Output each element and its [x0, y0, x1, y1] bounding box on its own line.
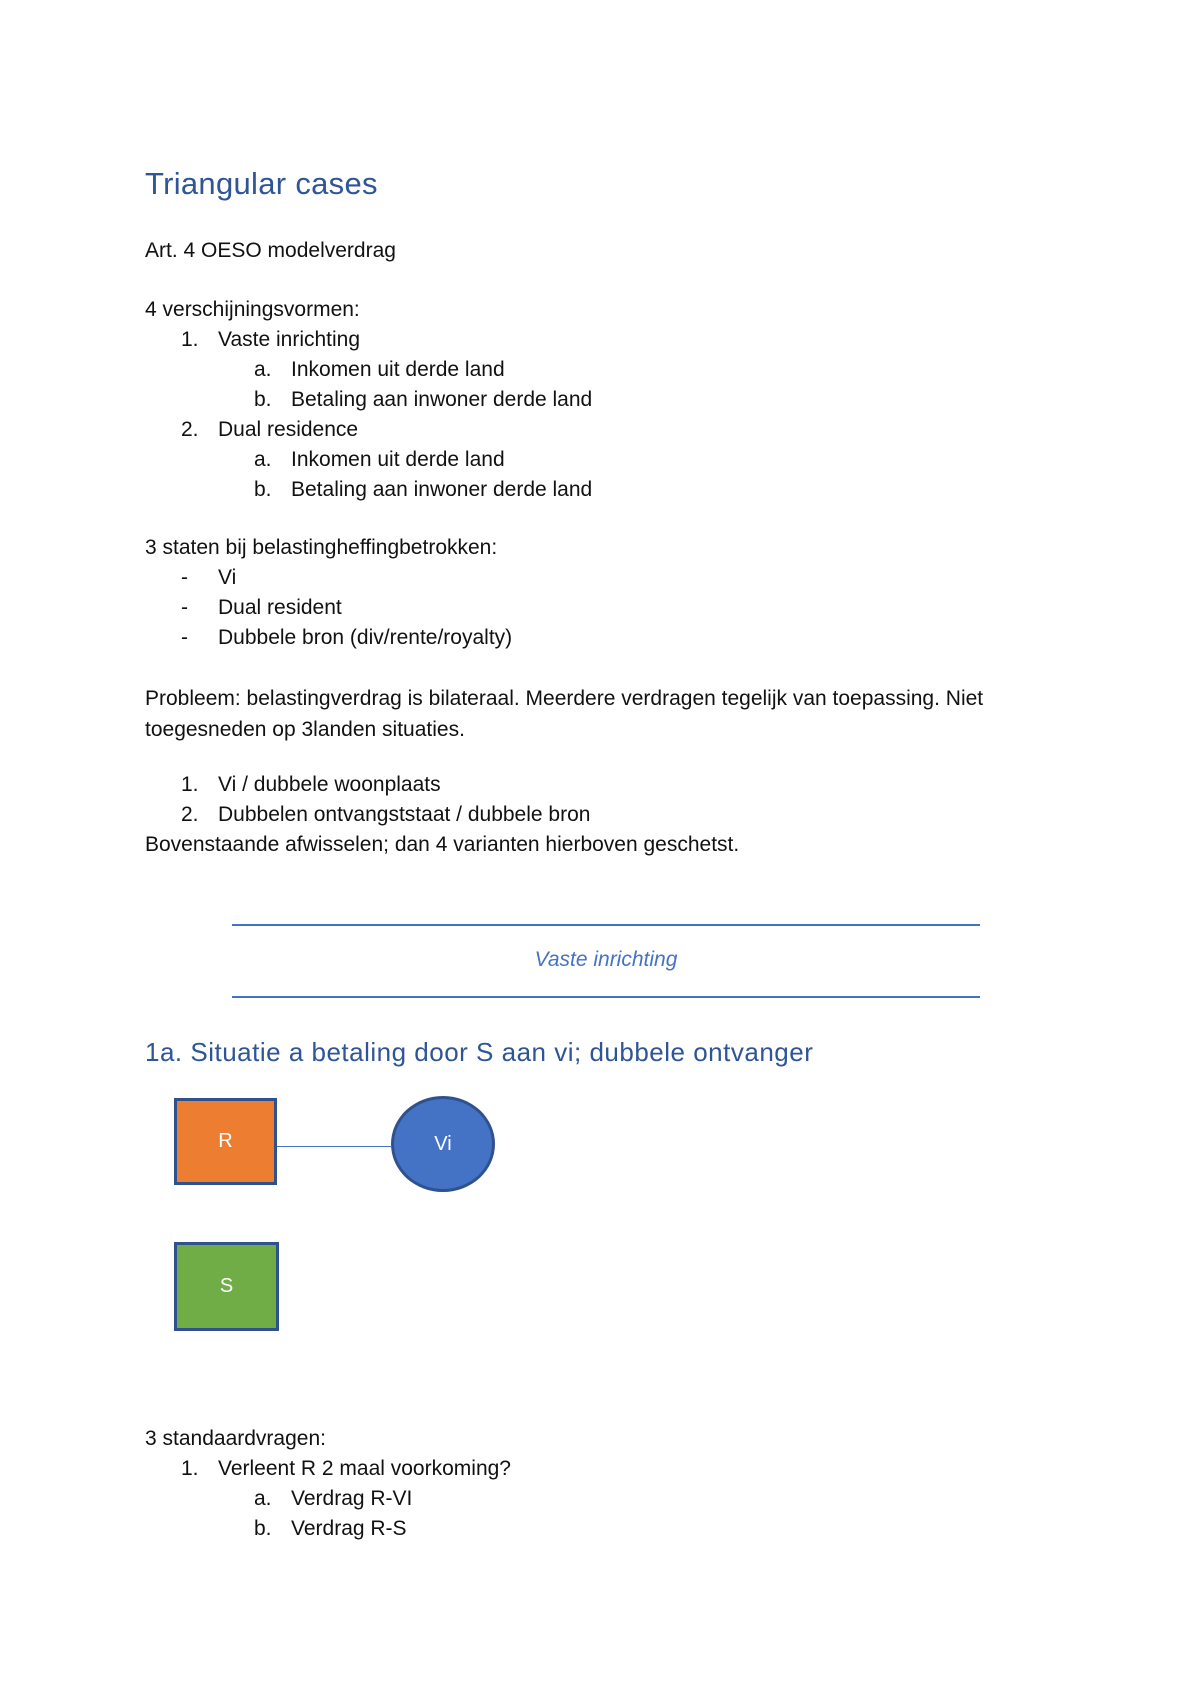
- list-marker: b.: [254, 1517, 272, 1540]
- variants-list: [145, 770, 590, 830]
- list-item: [145, 355, 592, 385]
- list-item-label: Dubbele bron (div/rente/royalty): [218, 626, 513, 649]
- list-marker: a.: [254, 358, 272, 381]
- questions-list: [145, 1454, 511, 1544]
- list-item: [145, 1454, 511, 1484]
- list-item-label: Dual resident: [218, 596, 342, 619]
- list-item: [145, 415, 592, 445]
- section-divider-top: [232, 924, 980, 926]
- list-marker: -: [181, 626, 188, 649]
- list-marker: -: [181, 566, 188, 589]
- list-marker: b.: [254, 478, 272, 501]
- list-marker: a.: [254, 448, 272, 471]
- list-marker: 2.: [181, 418, 199, 441]
- list-item-label: Vi: [218, 566, 237, 589]
- problem-text: Probleem: belastingverdrag is bilateraal. Meerdere verdragen tegelijk van toepassing. Niet toegesneden op 3landen situaties.: [145, 687, 984, 741]
- vi-circle: [391, 1096, 495, 1192]
- list-item: [145, 770, 590, 800]
- list-marker: 1.: [181, 1457, 199, 1480]
- states-list: [145, 563, 512, 653]
- list-marker: -: [181, 596, 188, 619]
- list-marker: 1.: [181, 328, 199, 351]
- list-marker: 2.: [181, 803, 199, 826]
- forms-list: [145, 325, 592, 505]
- list-marker: a.: [254, 1487, 272, 1510]
- list-item: [145, 325, 592, 355]
- list-item-label: Betaling aan inwoner derde land: [291, 388, 593, 411]
- list-marker: 1.: [181, 773, 199, 796]
- list-item-label: Verleent R 2 maal voorkoming?: [218, 1457, 511, 1480]
- list-item-label: Inkomen uit derde land: [291, 448, 505, 471]
- list-item-label: Dual residence: [218, 418, 359, 441]
- variants-note: Bovenstaande afwisselen; dan 4 varianten hierboven geschetst.: [145, 833, 740, 856]
- section-label: Vaste inrichting: [534, 948, 678, 971]
- list-item: [145, 563, 512, 593]
- country-r-box: [174, 1098, 277, 1185]
- list-item-label: Dubbelen ontvangststaat / dubbele bron: [218, 803, 591, 826]
- states-heading: 3 staten bij belastingheffingbetrokken:: [145, 536, 498, 559]
- list-item: [145, 593, 512, 623]
- list-item: [145, 475, 592, 505]
- list-item-label: Verdrag R-S: [291, 1517, 407, 1540]
- list-item-label: Vi / dubbele woonplaats: [218, 773, 441, 796]
- list-item: [145, 1484, 511, 1514]
- forms-heading: 4 verschijningsvormen:: [145, 298, 360, 321]
- country-r-label: R: [218, 1130, 233, 1152]
- country-s-box: [174, 1242, 279, 1331]
- list-marker: b.: [254, 388, 272, 411]
- connector-line: [277, 1146, 391, 1147]
- questions-heading: 3 standaardvragen:: [145, 1427, 326, 1450]
- list-item-label: Verdrag R-VI: [291, 1487, 413, 1510]
- list-item-label: Vaste inrichting: [218, 328, 361, 351]
- list-item-label: Inkomen uit derde land: [291, 358, 505, 381]
- list-item: [145, 623, 512, 653]
- section-divider-bottom: [232, 996, 980, 998]
- page-title: Triangular cases: [145, 166, 378, 201]
- list-item: [145, 1514, 511, 1544]
- vi-label: Vi: [434, 1132, 452, 1155]
- list-item: [145, 445, 592, 475]
- heading-1a: 1a. Situatie a betaling door S aan vi; dubbele ontvanger: [145, 1037, 814, 1067]
- list-item: [145, 385, 592, 415]
- country-s-label: S: [219, 1275, 234, 1297]
- intro-text: Art. 4 OESO modelverdrag: [145, 239, 396, 262]
- list-item: [145, 800, 590, 830]
- list-item-label: Betaling aan inwoner derde land: [291, 478, 593, 501]
